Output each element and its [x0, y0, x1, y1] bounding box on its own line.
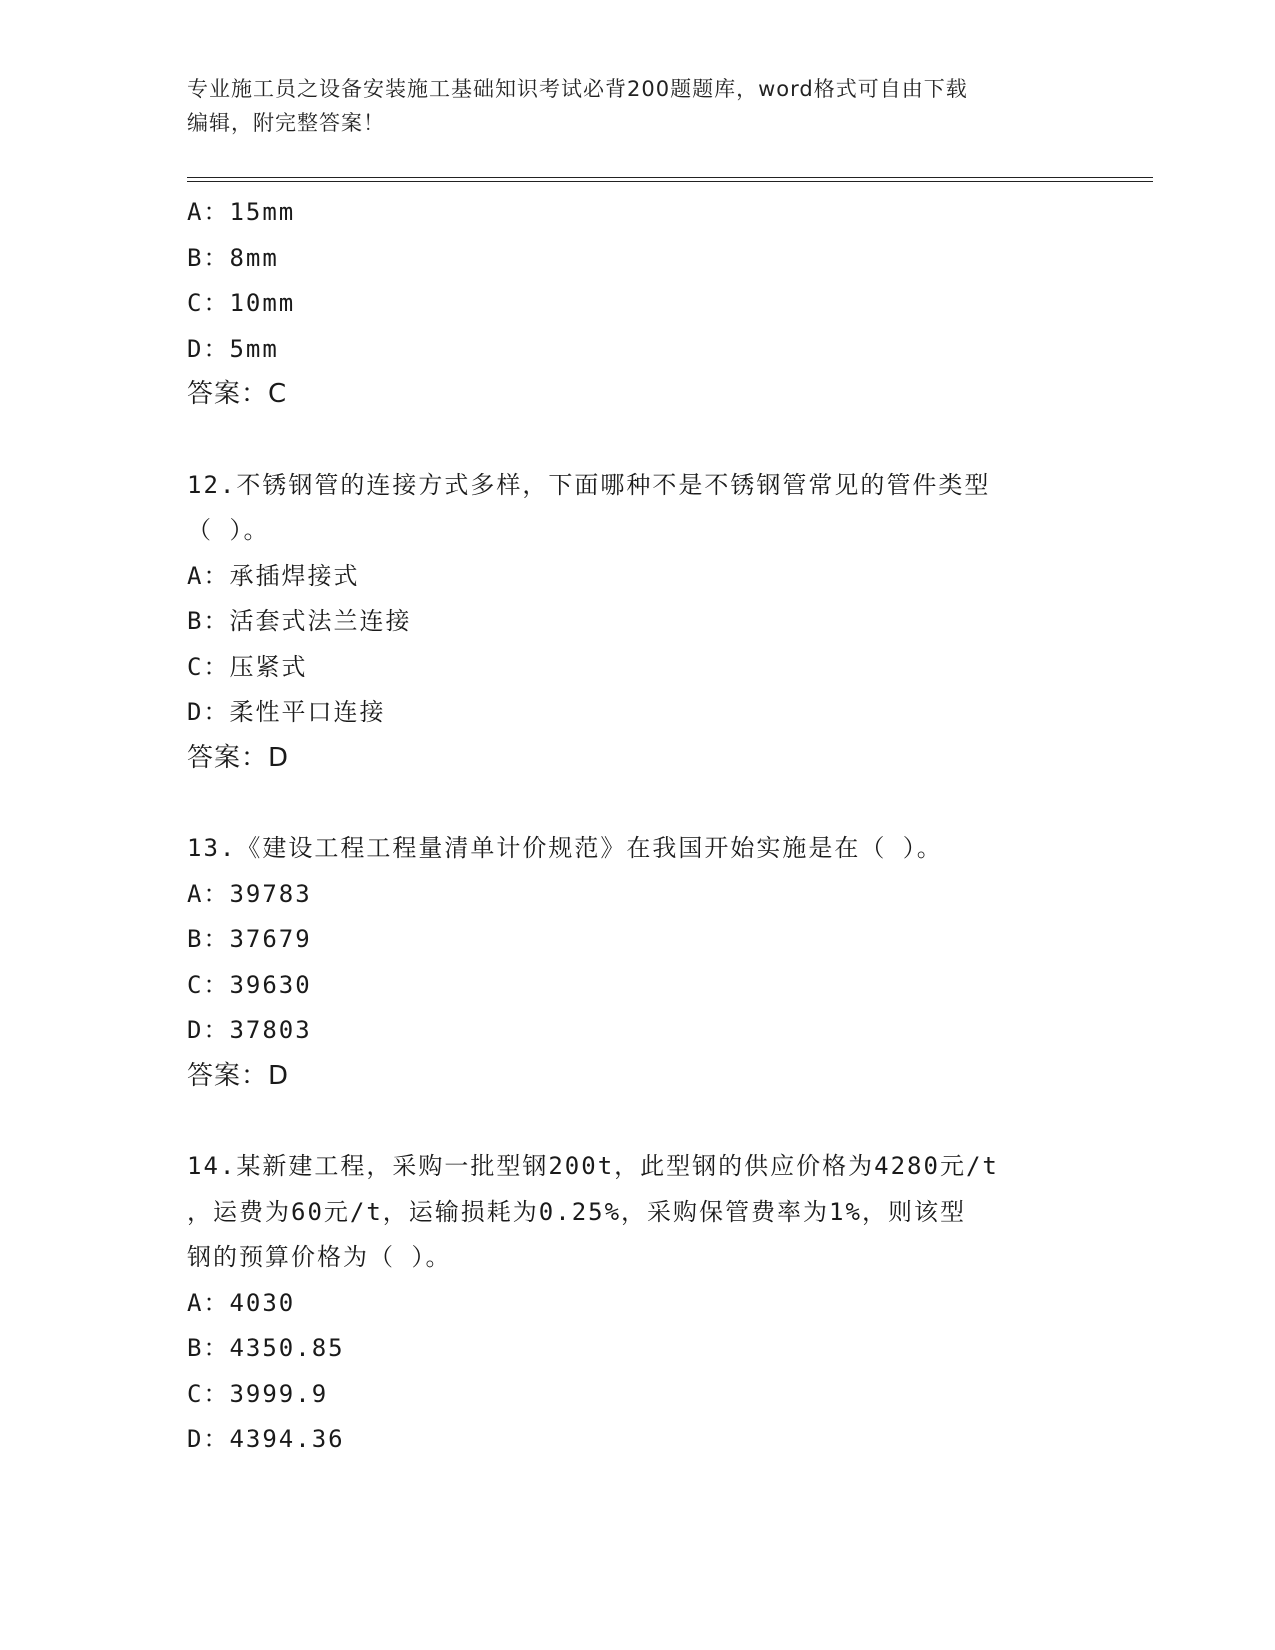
option-c: C：10mm — [187, 289, 296, 317]
option-c: C：压紧式 — [187, 652, 308, 681]
option-a: A：4030 — [187, 1288, 296, 1317]
page-header — [187, 72, 1067, 140]
option-a: A：15mm — [187, 198, 296, 226]
answer-line: 答案：D — [187, 742, 290, 773]
question-14 — [187, 1144, 1087, 1463]
answer-line: 答案：D — [187, 1060, 290, 1091]
question-stem-cont: ，运费为60元/t，运输损耗为0.25%，采购保管费率为1%，则该型 — [187, 1197, 966, 1226]
question-12 — [187, 463, 1087, 782]
question-stem-cont: （ ）。 — [187, 516, 270, 544]
option-a: A：承插焊接式 — [187, 561, 360, 590]
document-title-line-1: 专业施工员之设备安装施工基础知识考试必背200题题库，word格式可自由下载 — [187, 77, 968, 101]
option-d: D：4394.36 — [187, 1425, 345, 1453]
option-c: C：3999.9 — [187, 1379, 329, 1408]
question-stem-cont: 钢的预算价格为（ ）。 — [187, 1243, 452, 1271]
header-divider — [187, 177, 1153, 182]
option-b: B：4350.85 — [187, 1334, 345, 1362]
option-c: C：39630 — [187, 970, 312, 999]
option-d: D：5mm — [187, 334, 279, 363]
question-stem: 13.《建设工程工程量清单计价规范》在我国开始实施是在（ ）。 — [187, 834, 943, 862]
option-d: D：柔性平口连接 — [187, 698, 386, 726]
question-list — [187, 190, 1087, 1463]
answer-line: 答案：C — [187, 379, 288, 409]
option-a: A：39783 — [187, 879, 312, 908]
option-b: B：8mm — [187, 243, 279, 272]
question-stem: 14.某新建工程，采购一批型钢200t，此型钢的供应价格为4280元/t — [187, 1152, 999, 1180]
question-13 — [187, 826, 1087, 1099]
option-d: D：37803 — [187, 1016, 312, 1044]
document-title-line-2: 编辑，附完整答案！ — [187, 111, 385, 135]
question-11-continued — [187, 190, 1087, 418]
option-b: B：活套式法兰连接 — [187, 607, 412, 635]
question-stem: 12.不锈钢管的连接方式多样，下面哪种不是不锈钢管常见的管件类型 — [187, 470, 991, 499]
option-b: B：37679 — [187, 925, 312, 953]
